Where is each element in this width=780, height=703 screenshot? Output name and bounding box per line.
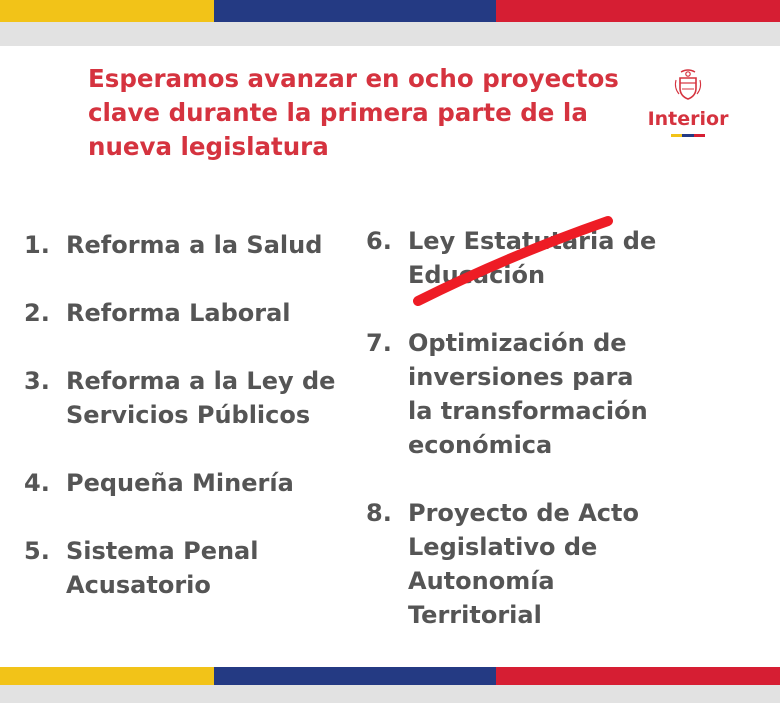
list-item	[24, 466, 344, 500]
item-number: 5.	[24, 537, 50, 565]
item-number: 8.	[366, 499, 392, 527]
red-strikethrough-mark	[400, 205, 630, 315]
grey-border-top	[0, 22, 780, 46]
list-item	[24, 534, 324, 602]
item-text: Reforma a la Salud	[66, 231, 323, 259]
flag-blue-band	[214, 667, 496, 685]
item-text: Sistema Penal Acusatorio	[66, 537, 259, 599]
flag-blue-band	[214, 0, 496, 22]
list-item	[366, 326, 666, 462]
item-number: 6.	[366, 227, 392, 255]
coat-of-arms-icon	[673, 68, 703, 102]
flag-red-band	[496, 0, 780, 22]
list-item	[366, 496, 666, 632]
item-text: Reforma Laboral	[66, 299, 291, 327]
item-number: 4.	[24, 469, 50, 497]
item-text: Reforma a la Ley de Servicios Públicos	[66, 367, 336, 429]
item-number: 1.	[24, 231, 50, 259]
item-text: Optimización de inversiones para la transformación económica	[408, 329, 648, 459]
slide-headline: Esperamos avanzar en ocho proyectos clave durante la primera parte de la nueva legislatura	[88, 64, 619, 161]
flag-yellow-band	[0, 667, 214, 685]
grey-border-bottom	[0, 685, 780, 703]
item-text: Pequeña Minería	[66, 469, 294, 497]
list-item	[24, 364, 344, 432]
logo-label: Interior	[647, 108, 729, 130]
flag-yellow-band	[0, 0, 214, 22]
item-text: Proyecto de Acto Legislativo de Autonomía Territorial	[408, 499, 639, 629]
list-item	[24, 296, 344, 330]
item-number: 7.	[366, 329, 392, 357]
flag-stripe-bottom	[0, 667, 780, 685]
logo-flag-stripe	[671, 134, 705, 137]
flag-red-band	[496, 667, 780, 685]
list-item	[24, 228, 344, 262]
item-number: 2.	[24, 299, 50, 327]
interior-logo	[640, 68, 736, 137]
item-number: 3.	[24, 367, 50, 395]
item-text: Ley Estatutaria de Educación	[408, 227, 657, 289]
flag-stripe-top	[0, 0, 780, 22]
